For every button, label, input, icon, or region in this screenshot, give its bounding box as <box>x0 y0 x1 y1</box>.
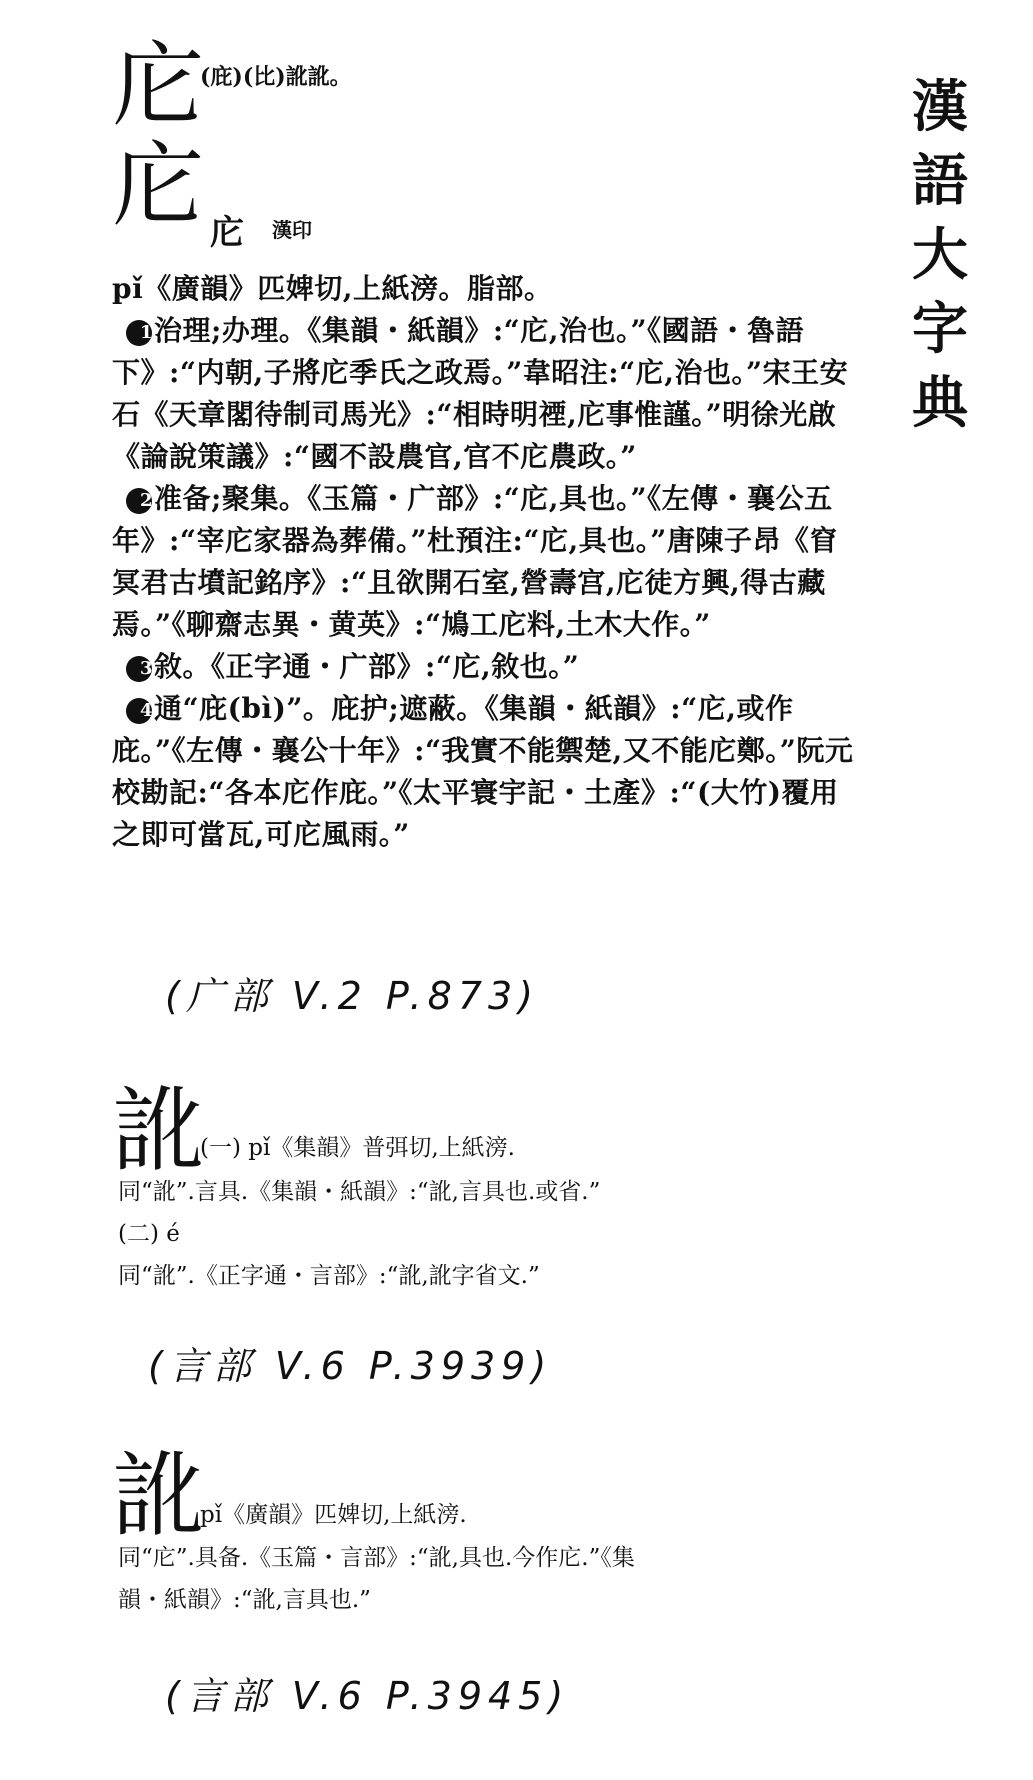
sense-2-text: 准备;聚集。《玉篇・广部》:“庀,具也。”《左傳・襄公五年》:“宰庀家器為葬備。”杜預注:“庀,具也。”唐陳子昂《窅冥君古墳記銘序》:“且欲開石室,營壽宫,庀徒方興,得古藏焉。”《聊齋志異・黄英》:“鳩工庀料,土木大作。” <box>112 482 838 641</box>
sense-1-text: 治理;办理。《集韻・紙韻》:“庀,治也。”《國語・魯語下》:“内朝,子將庀季氏之政焉。”韋昭注:“庀,治也。”宋王安石《天章閣待制司馬光》:“相時明禋,庀事惟謹。”明徐光啟《論說策議》:“國不設農官,官不庀農政。” <box>112 314 849 473</box>
entry3-line-2: 同“庀”.具备.《玉篇・言部》:“訛,具也.今作庀.”《集 <box>118 1545 635 1571</box>
entry1-headword: 庀 <box>112 32 205 139</box>
sense-number-4: 4 <box>126 698 152 724</box>
entry2-line-2: 同“訛”.言具.《集韻・紙韻》:“訛,言具也.或省.” <box>118 1179 601 1205</box>
handwritten-note-2: (言部 V.6 P.3939) <box>148 1344 553 1388</box>
seal-source-label: 漢印 <box>272 218 312 242</box>
entry2-headword: 訛 <box>112 1077 205 1184</box>
sense-3 <box>112 646 857 688</box>
entry2-line-3: (二) é <box>118 1221 180 1247</box>
entry3-line-1: pǐ《廣韻》匹婢切,上紙滂. <box>200 1502 467 1528</box>
handwritten-note-1: (广部 V.2 P.873) <box>165 974 539 1018</box>
entry1-variants: (庇)(比)訛訛。 <box>200 64 352 90</box>
entry1-body <box>112 268 857 856</box>
pronunciation: pǐ《廣韻》匹婢切,上紙滂。脂部。 <box>112 272 553 305</box>
entry2-line-1: (一) pǐ《集韻》普弭切,上紙滂. <box>200 1135 515 1161</box>
sense-1 <box>112 310 857 478</box>
entry3-headword: 訛 <box>112 1442 205 1549</box>
title-char: 漢 <box>912 74 968 140</box>
dictionary-title <box>900 70 980 440</box>
sense-4-text: 通“庇(bì)”。庇护;遮蔽。《集韻・紙韻》:“庀,或作庇。”《左傳・襄公十年》:“我實不能禦楚,又不能庀鄭。”阮元校勘記:“各本庀作庇。”《太平寰宇記・土產》:“(大竹)覆用之即可當瓦,可庀風雨。” <box>112 692 854 851</box>
title-char: 字 <box>912 296 968 362</box>
sense-2 <box>112 478 857 646</box>
handwritten-note-3: (言部 V.6 P.3945) <box>165 1674 570 1718</box>
entry2-line-4: 同“訛”.《正字通・言部》:“訛,訛字省文.” <box>118 1263 540 1289</box>
seal-glyph: 庀 <box>210 213 244 253</box>
entry3-line-3: 韻・紙韻》:“訛,言具也.” <box>118 1587 371 1613</box>
title-char: 語 <box>912 148 968 214</box>
title-char: 典 <box>912 370 968 436</box>
sense-number-1: 1 <box>126 320 152 346</box>
title-char: 大 <box>912 222 968 288</box>
sense-number-2: 2 <box>126 488 152 514</box>
entry1-headword-2: 庀 <box>112 132 205 239</box>
sense-number-3: 3 <box>126 656 152 682</box>
sense-4 <box>112 688 857 856</box>
sense-3-text: 敘。《正字通・广部》:“庀,敘也。” <box>154 650 580 683</box>
